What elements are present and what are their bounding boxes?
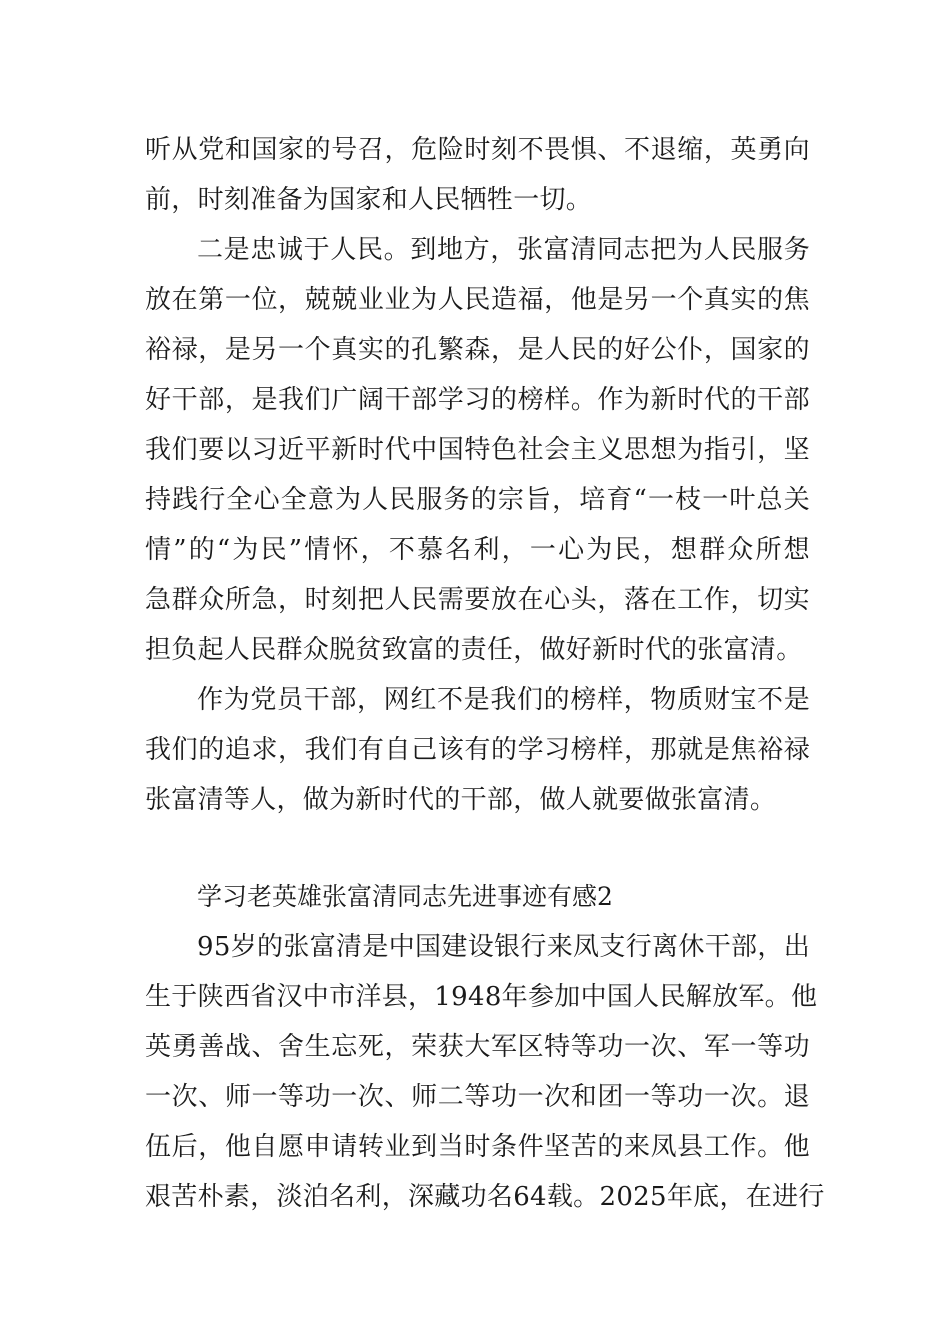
paragraph-3-line-2: 我们的追求，我们有自己该有的学习榜样，那就是焦裕禄 [145,735,810,765]
paragraph-4-line-6: 艰苦朴素，淡泊名利，深藏功名64载。2025年底，在进行 [145,1182,825,1212]
paragraph-2-line-7: 情”的“为民”情怀，不慕名利，一心为民，想群众所想 [145,535,810,565]
paragraph-3-line-1: 作为党员干部，网红不是我们的榜样，物质财宝不是 [197,685,810,715]
paragraph-1-line-2: 前，时刻准备为国家和人民牺牲一切。 [145,185,593,215]
paragraph-2-line-4: 好干部，是我们广阔干部学习的榜样。作为新时代的干部 [145,385,810,415]
section-heading: 学习老英雄张富清同志先进事迹有感2 [197,882,613,911]
paragraph-4-line-3: 英勇善战、舍生忘死，荣获大军区特等功一次、军一等功 [145,1032,810,1062]
paragraph-3-line-3: 张富清等人，做为新时代的干部，做人就要做张富清。 [145,785,777,815]
paragraph-4-line-4: 一次、师一等功一次、师二等功一次和团一等功一次。退 [145,1082,810,1112]
paragraph-2-line-2: 放在第一位，兢兢业业为人民造福，他是另一个真实的焦 [145,285,810,315]
paragraph-2-line-3: 裕禄，是另一个真实的孔繁森，是人民的好公仆，国家的 [145,335,810,365]
paragraph-2-line-9: 担负起人民群众脱贫致富的责任，做好新时代的张富清。 [145,635,803,665]
paragraph-2-line-5: 我们要以习近平新时代中国特色社会主义思想为指引，坚 [145,435,810,465]
paragraph-2-line-8: 急群众所急，时刻把人民需要放在心头，落在工作，切实 [145,585,810,615]
paragraph-1-line-1: 听从党和国家的号召，危险时刻不畏惧、不退缩，英勇向 [145,135,810,165]
paragraph-2-line-1: 二是忠诚于人民。到地方，张富清同志把为人民服务 [197,235,810,265]
paragraph-2-line-6: 持践行全心全意为人民服务的宗旨，培育“一枝一叶总关 [145,485,810,515]
paragraph-4-line-1: 95岁的张富清是中国建设银行来凤支行离休干部，出 [197,932,810,962]
paragraph-4-line-5: 伍后，他自愿申请转业到当时条件坚苦的来凤县工作。他 [145,1132,810,1162]
paragraph-4-line-2: 生于陕西省汉中市洋县，1948年参加中国人民解放军。他 [145,982,818,1012]
